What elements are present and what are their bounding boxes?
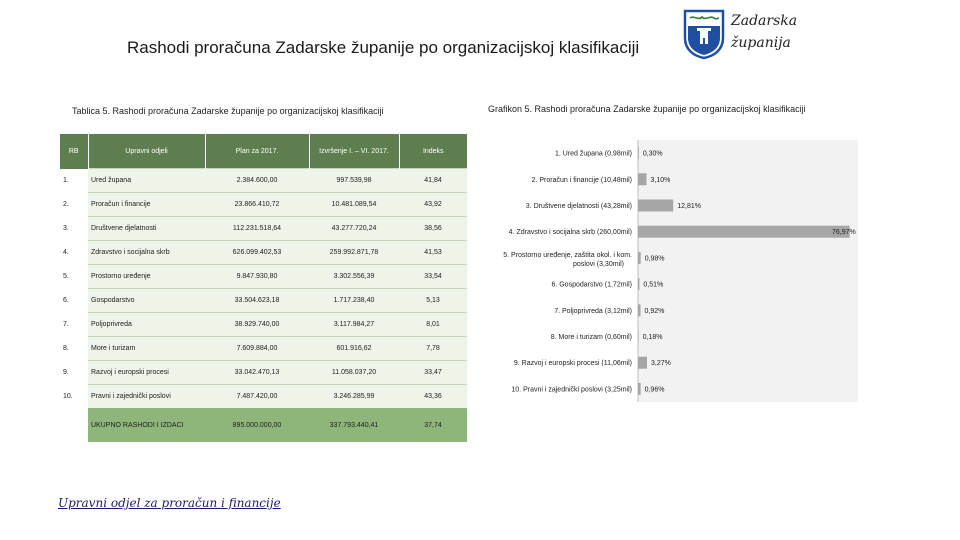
budget-table (60, 133, 467, 442)
brand-line-1: Zadarska (731, 13, 798, 29)
cell-plan: 33.042.470,13 (205, 361, 309, 385)
table-header-row (60, 134, 467, 169)
header-rb: RB (60, 134, 88, 169)
total-plan: 895.000.000,00 (205, 408, 309, 442)
cell-index: 38,56 (399, 217, 467, 241)
total-label: UKUPNO RASHODI I IZDACI (88, 408, 205, 442)
total-blank-cell (60, 408, 88, 442)
cell-rb: 3. (60, 217, 88, 241)
header-execution: Izvršenje I. – VI. 2017. (309, 134, 399, 169)
value-label: 0,51% (643, 281, 664, 289)
cell-rb: 5. (60, 265, 88, 289)
category-label: 1. Ured župana (0,98mil) (554, 150, 632, 158)
cell-execution: 11.058.037,20 (309, 361, 399, 385)
category-label: 2. Proračun i financije (10,48mil) (531, 176, 632, 184)
expense-bar-chart (478, 140, 860, 402)
bar (638, 304, 641, 316)
cell-department: Pravni i zajednički poslovi (88, 385, 205, 409)
cell-execution: 997.539,98 (309, 169, 399, 193)
value-label: 12,81% (677, 203, 701, 210)
cell-plan: 9.847.930,80 (205, 265, 309, 289)
chart-caption: Grafikon 5. Rashodi proračuna Zadarske županije po organizacijskoj klasifikaciji (488, 104, 806, 114)
value-label: 76,97% (832, 229, 856, 237)
total-execution: 337.793.440,41 (309, 408, 399, 442)
value-label: 0,30% (642, 150, 663, 158)
bar (638, 226, 850, 238)
value-label: 0,98% (644, 255, 665, 263)
cell-execution: 43.277.720,24 (309, 217, 399, 241)
cell-plan: 112.231.518,64 (205, 217, 309, 241)
cell-plan: 2.384.600,00 (205, 169, 309, 193)
cell-execution: 3.117.984,27 (309, 313, 399, 337)
cell-plan: 626.099.402,53 (205, 241, 309, 265)
cell-index: 5,13 (399, 289, 467, 313)
cell-department: Ured župana (88, 169, 205, 193)
value-label: 0,18% (642, 334, 663, 341)
value-label: 3,27% (650, 360, 671, 368)
cell-rb: 4. (60, 241, 88, 265)
bar (638, 200, 673, 212)
cell-index: 33,47 (399, 361, 467, 385)
cell-plan: 33.504.623,18 (205, 289, 309, 313)
category-label: 5. Prostorno uređenje, zaštita okol. i kom. poslovi (3,30mil) (503, 251, 632, 268)
total-index: 37,74 (399, 408, 467, 442)
table-row (60, 265, 467, 289)
value-label: 3,10% (650, 176, 671, 184)
category-label: 4. Zdravstvo i socijalna skrb (260,00mil) (508, 229, 632, 237)
bar (638, 331, 639, 343)
cell-index: 43,36 (399, 385, 467, 409)
cell-execution: 1.717.238,40 (309, 289, 399, 313)
bar (638, 383, 641, 395)
table-row (60, 313, 467, 337)
cell-execution: 3.246.285,99 (309, 385, 399, 409)
page-title: Rashodi proračuna Zadarske županije po organizacijskoj klasifikaciji (127, 38, 640, 57)
table-row (60, 385, 467, 409)
value-label: 0,96% (644, 386, 665, 394)
cell-rb: 2. (60, 193, 88, 217)
brand-name (731, 10, 797, 54)
category-label: 10. Pravni i zajednički poslovi (3,25mil) (511, 386, 632, 394)
category-label: 7. Poljoprivreda (3,12mil) (554, 307, 632, 315)
cell-department: More i turizam (88, 337, 205, 361)
table-row (60, 193, 467, 217)
header-index: Indeks (399, 134, 467, 169)
cell-rb: 8. (60, 337, 88, 361)
cell-plan: 23.866.410,72 (205, 193, 309, 217)
category-label: 3. Društvene djelatnosti (43,28mil) (525, 203, 632, 210)
header-plan: Plan za 2017. (205, 134, 309, 169)
cell-rb: 9. (60, 361, 88, 385)
cell-index: 41,84 (399, 169, 467, 193)
cell-department: Gospodarstvo (88, 289, 205, 313)
cell-rb: 6. (60, 289, 88, 313)
plot-area (638, 140, 858, 402)
cell-index: 8,01 (399, 313, 467, 337)
table-row (60, 289, 467, 313)
cell-rb: 10. (60, 385, 88, 409)
cell-index: 41,53 (399, 241, 467, 265)
cell-department: Proračun i financije (88, 193, 205, 217)
table-caption: Tablica 5. Rashodi proračuna Zadarske županije po organizacijskoj klasifikaciji (72, 106, 384, 116)
table-total-row (60, 408, 467, 442)
cell-department: Prostorno uređenje (88, 265, 205, 289)
cell-index: 7,78 (399, 337, 467, 361)
bar (638, 357, 647, 369)
table-row (60, 169, 467, 193)
cell-index: 33,54 (399, 265, 467, 289)
cell-execution: 3.302.556,39 (309, 265, 399, 289)
bar (638, 173, 647, 185)
cell-rb: 1. (60, 169, 88, 193)
cell-execution: 10.481.089,54 (309, 193, 399, 217)
footer-department-link[interactable]: Upravni odjel za proračun i financije (58, 496, 281, 510)
bar (638, 278, 639, 290)
cell-department: Društvene djelatnosti (88, 217, 205, 241)
table-row (60, 337, 467, 361)
cell-department: Razvoj i europski procesi (88, 361, 205, 385)
bar (638, 147, 639, 159)
cell-index: 43,92 (399, 193, 467, 217)
cell-plan: 38.929.740,00 (205, 313, 309, 337)
table-row (60, 241, 467, 265)
brand-line-2: županija (731, 35, 791, 51)
cell-plan: 7.487.420,00 (205, 385, 309, 409)
bar (638, 252, 641, 264)
coat-of-arms-icon (682, 8, 726, 60)
cell-execution: 259.992.871,78 (309, 241, 399, 265)
category-label: 8. More i turizam (0,60mil) (550, 334, 632, 341)
value-label: 0,92% (644, 307, 665, 315)
cell-department: Poljoprivreda (88, 313, 205, 337)
header-department: Upravni odjeli (88, 134, 205, 169)
category-label: 6. Gospodarstvo (1,72mil) (551, 281, 632, 289)
cell-department: Zdravstvo i socijalna skrb (88, 241, 205, 265)
cell-execution: 601.916,62 (309, 337, 399, 361)
cell-plan: 7.609.884,00 (205, 337, 309, 361)
table-row (60, 361, 467, 385)
category-label: 9. Razvoj i europski procesi (11,06mil) (513, 360, 632, 368)
table-row (60, 217, 467, 241)
cell-rb: 7. (60, 313, 88, 337)
